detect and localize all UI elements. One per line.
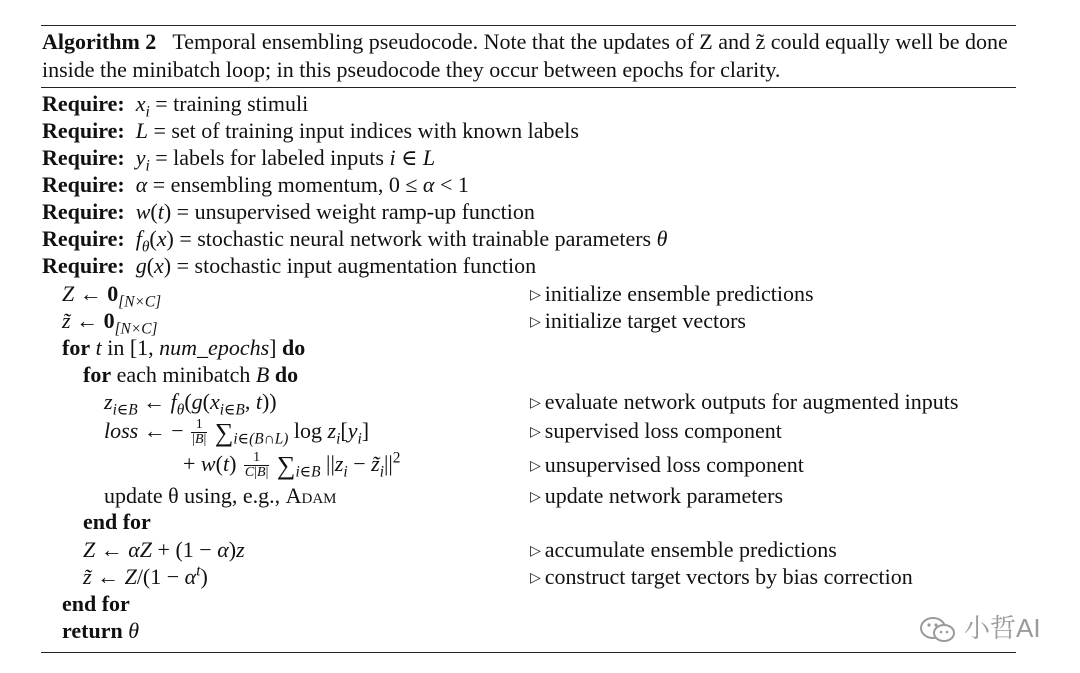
wechat-icon	[918, 615, 958, 645]
comment-line: ▷ initialize ensemble predictions	[530, 281, 814, 306]
require-line	[42, 198, 535, 225]
math-symbol: g(x)	[135, 253, 172, 278]
require-line	[42, 144, 436, 175]
require-keyword: Require:	[42, 199, 125, 224]
comment-triangle-icon: ▷	[530, 396, 541, 411]
code-line-unsup-loss: + w(t) $\frac{1}{C|B|}$ $\sum_{i\in B}$ $||z_i$ − $z̃_i||^2$	[183, 449, 401, 481]
require-keyword: Require:	[42, 253, 125, 278]
code-line-end-for-inner: end for	[83, 509, 151, 534]
math-symbol: α	[135, 172, 148, 197]
math-symbol: θ	[656, 226, 668, 251]
code-line-for-minibatch: for each minibatch B do	[83, 362, 299, 387]
code-line-init-Z: Z ← $0_{[N\times C]}$	[62, 281, 162, 311]
math-expression: 0 ≤ α < 1	[388, 172, 469, 197]
caption-label: Algorithm 2	[42, 29, 157, 54]
require-line	[42, 252, 536, 279]
comment-line: ▷ supervised loss component	[530, 418, 782, 443]
watermark	[918, 612, 1058, 644]
require-line	[42, 117, 579, 144]
caption-text: Temporal ensembling pseudocode. Note that the updates of Z and z̃ could equally well be done inside the minibatch loop; in this pseudocode they occur between epochs for clarity.	[42, 29, 1008, 82]
comment-triangle-icon: ▷	[530, 459, 541, 474]
require-text: = stochastic input augmentation function	[176, 253, 537, 278]
watermark-text: 小哲AI	[964, 613, 1041, 643]
comment-triangle-icon: ▷	[530, 490, 541, 505]
require-line	[42, 225, 668, 256]
code-line-update: update θ using, e.g., Adam	[104, 483, 337, 508]
math-expression: i ∈ L	[389, 145, 436, 170]
require-text: = stochastic neural network with trainable parameters	[179, 226, 652, 251]
comment-line: ▷ accumulate ensemble predictions	[530, 537, 837, 562]
require-line	[42, 90, 309, 121]
code-line-init-ztilde: z̃ ← $0_{[N\times C]}$	[62, 308, 158, 338]
require-keyword: Require:	[42, 118, 125, 143]
code-line-return: return θ	[62, 618, 140, 643]
code-line-sup-loss: loss ← − $\frac{1}{|B|}$ $\sum_{i\in(B\cap L)}$ $\log z_i[y_i]$	[104, 417, 370, 448]
comment-line: ▷ update network parameters	[530, 483, 784, 508]
math-symbol: w(t)	[135, 199, 172, 224]
comment-triangle-icon: ▷	[530, 425, 541, 440]
require-text: = labels for labeled inputs	[155, 145, 384, 170]
caption-rule	[41, 87, 1016, 88]
algorithm-caption	[42, 28, 1017, 84]
code-line-bias-correction: z̃ ← $Z/(1 - \alpha^t)$	[83, 562, 208, 589]
require-text: = ensembling momentum,	[152, 172, 384, 197]
comment-triangle-icon: ▷	[530, 288, 541, 303]
require-keyword: Require:	[42, 91, 125, 116]
math-symbol: $y_i$	[135, 145, 150, 175]
comment-triangle-icon: ▷	[530, 315, 541, 330]
code-line-accumulate: Z ← αZ + (1 − α)z	[83, 537, 245, 562]
comment-triangle-icon: ▷	[530, 544, 541, 559]
require-text: = training stimuli	[155, 91, 309, 116]
code-line-for-epochs: for t in [1, num_epochs] do	[62, 335, 306, 360]
top-rule	[41, 25, 1016, 26]
comment-triangle-icon: ▷	[530, 571, 541, 586]
comment-line: ▷ unsupervised loss component	[530, 452, 804, 477]
math-symbol: $f_\theta(x)$	[135, 226, 174, 256]
require-line	[42, 171, 469, 198]
require-text: = set of training input indices with known labels	[153, 118, 579, 143]
require-keyword: Require:	[42, 172, 125, 197]
code-line-end-for-outer: end for	[62, 591, 130, 616]
bottom-rule	[41, 652, 1016, 653]
require-keyword: Require:	[42, 226, 125, 251]
comment-line: ▷ evaluate network outputs for augmented inputs	[530, 389, 959, 414]
math-symbol: $x_i$	[135, 91, 150, 121]
require-keyword: Require:	[42, 145, 125, 170]
comment-line: ▷ construct target vectors by bias correction	[530, 564, 913, 589]
math-symbol: L	[135, 118, 148, 143]
comment-line: ▷ initialize target vectors	[530, 308, 746, 333]
code-line-forward: $z_{i\in B}$ ← $f_\theta(g(x_{i\in B}$, t))	[104, 389, 277, 419]
require-text: = unsupervised weight ramp-up function	[176, 199, 535, 224]
